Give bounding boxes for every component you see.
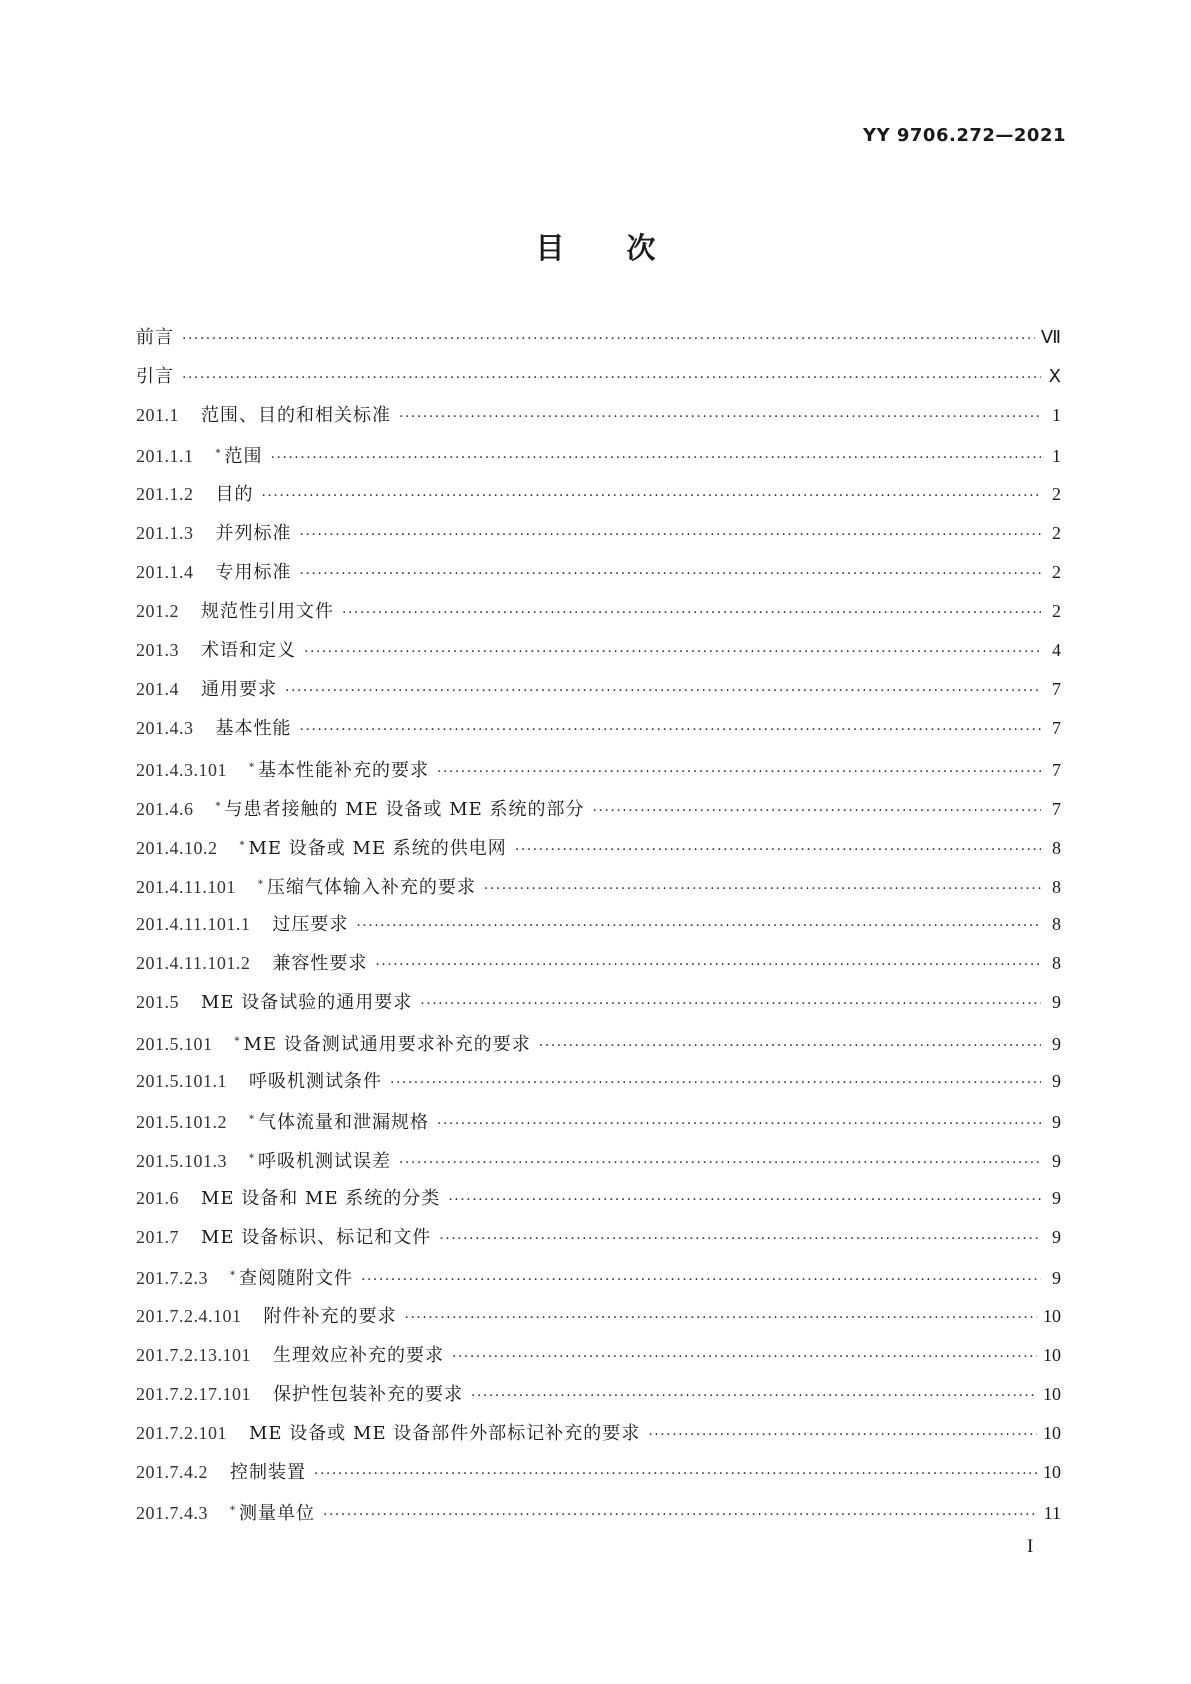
dot-leader [323, 1504, 1038, 1526]
dot-leader [356, 915, 1041, 937]
toc-entry-page: 8 [1052, 876, 1061, 897]
toc-entry-title-text: 查阅随附文件 [239, 1268, 353, 1290]
toc-entry-title [216, 796, 585, 821]
toc-entry-title-text: 过压要求 [272, 914, 349, 936]
toc-entry[interactable] [136, 1265, 1061, 1304]
toc-entry[interactable] [136, 1305, 1061, 1344]
toc-entry[interactable] [136, 522, 1061, 561]
toc-entry-title-text: 生理效应补充的要求 [273, 1344, 444, 1366]
dot-leader [399, 406, 1041, 428]
dot-leader [539, 1035, 1041, 1057]
toc-entry-title-text: 专用标准 [215, 561, 292, 583]
toc-entry-title [272, 914, 348, 936]
toc-entry-title [230, 1500, 315, 1525]
dot-leader [484, 878, 1041, 900]
toc-entry-title [216, 523, 292, 545]
toc-entry-number: 201.7.2.17.101 [136, 1383, 251, 1404]
toc-entry-number: 201.4.3.101 [136, 759, 227, 780]
toc-entry-number: 201.7 [136, 1227, 179, 1248]
toc-entry-page: 2 [1052, 522, 1061, 543]
toc-entry-title-text: 通用要求 [201, 679, 277, 701]
toc-entry-page: 2 [1052, 561, 1061, 582]
toc-entry-page: 7 [1052, 798, 1061, 819]
toc-entry-number: 201.6 [136, 1188, 179, 1209]
toc-entry-title-text: 控制装置 [230, 1462, 306, 1484]
asterisk-mark: * [230, 1270, 236, 1282]
toc-entry-page: 9 [1052, 992, 1061, 1013]
toc-entry-number: 201.1.1 [136, 446, 194, 467]
toc-entry-page: 9 [1052, 1070, 1061, 1091]
dot-leader [262, 485, 1042, 507]
toc-entry-number: 201.5.101 [136, 1033, 213, 1054]
asterisk-mark: * [239, 839, 246, 851]
dot-leader [515, 839, 1041, 861]
toc-entry-number: 201.5.101.1 [136, 1070, 227, 1091]
toc-entry-title-text: 压缩气体输入补充的要求 [266, 876, 476, 898]
toc-entry-number: 201.4.11.101 [136, 876, 236, 897]
toc-entry-title [136, 366, 174, 388]
toc-entry-title [249, 1423, 640, 1445]
toc-entry-number: 201.7.2.3 [136, 1268, 208, 1289]
toc-entry-number: 201.4.10.2 [136, 837, 218, 858]
toc-entry-title-text: ME 设备测试通用要求补充的要求 [243, 1033, 531, 1055]
toc-entry-title-text: ME 设备或 ME 系统的供电网 [248, 837, 507, 859]
toc-entry-number: 201.7.2.101 [136, 1422, 227, 1443]
dot-leader [448, 1189, 1041, 1211]
toc-entry-title [201, 992, 412, 1014]
toc-entry-page: 9 [1052, 1227, 1061, 1248]
toc-entry-title [216, 718, 292, 740]
standard-number: YY 9706.272—2021 [863, 125, 1066, 146]
toc-entry-title [249, 1109, 429, 1134]
toc-entry-title [201, 1227, 431, 1249]
toc-entry-number: 201.2 [136, 600, 179, 621]
dot-leader [300, 719, 1042, 741]
toc-entry-number: 201.1 [136, 405, 179, 426]
toc-entry-title [201, 405, 391, 427]
toc-entry[interactable] [136, 1187, 1061, 1226]
toc-entry-title [216, 443, 263, 468]
toc-entry[interactable] [136, 1461, 1061, 1500]
toc-entry-page: 7 [1052, 718, 1061, 739]
dot-leader [593, 800, 1041, 822]
toc-entry-title-text: 测量单位 [239, 1503, 315, 1525]
toc-entry-page: 2 [1052, 483, 1061, 504]
toc-entry-title-text: 范围、目的和相关标准 [201, 405, 391, 427]
toc-entry[interactable] [136, 1070, 1061, 1109]
toc-entry-title-text: 基本性能 [215, 718, 292, 740]
toc-entry-title [216, 484, 254, 506]
toc-entry[interactable] [136, 1226, 1061, 1265]
toc-entry-page: 10 [1043, 1383, 1061, 1404]
toc-entry-page: 10 [1043, 1462, 1061, 1483]
toc-entry[interactable] [136, 1031, 1061, 1070]
toc-entry-title [258, 874, 476, 899]
toc-entry-title [240, 835, 507, 860]
toc-entry-number: 201.5.101.3 [136, 1150, 227, 1171]
toc-entry-title-text: ME 设备试验的通用要求 [201, 992, 413, 1014]
toc-entry-title-text: 引言 [136, 366, 174, 388]
toc-entry-title [201, 679, 277, 701]
toc-entry[interactable] [136, 1422, 1061, 1461]
toc-entry[interactable] [136, 678, 1061, 717]
toc-entry[interactable] [136, 483, 1061, 522]
toc-entry-page: 7 [1052, 679, 1061, 700]
toc-entry-number: 201.1.4 [136, 561, 194, 582]
toc-entry-page: 10 [1043, 1305, 1061, 1326]
toc-entry-page: 8 [1052, 837, 1061, 858]
dot-leader [375, 954, 1041, 976]
toc-entry-page: 9 [1052, 1150, 1061, 1171]
toc-entry-title [201, 640, 296, 662]
toc-entry-number: 201.7.2.13.101 [136, 1344, 251, 1365]
toc-entry-title-text: 气体流量和泄漏规格 [258, 1111, 429, 1133]
toc-entry-page: 8 [1052, 953, 1061, 974]
toc-entry[interactable] [136, 600, 1061, 639]
toc-entry-title-text: 范围 [224, 446, 263, 468]
asterisk-mark: * [249, 761, 255, 773]
toc-entry-page: 10 [1043, 1422, 1061, 1443]
toc-entry[interactable] [136, 404, 1061, 443]
dot-leader [361, 1269, 1041, 1291]
toc-entry[interactable] [136, 874, 1061, 913]
toc-entry-page: 10 [1043, 1344, 1061, 1365]
toc-entry-page: 1 [1052, 405, 1061, 426]
toc-entry-page: 8 [1052, 914, 1061, 935]
toc-entry-number: 201.7.2.4.101 [136, 1305, 242, 1326]
toc-entry[interactable] [136, 796, 1061, 835]
table-of-contents [136, 326, 1061, 1539]
toc-entry-page: 11 [1043, 1503, 1061, 1524]
toc-entry-page: 9 [1052, 1188, 1061, 1209]
toc-entry-title-text: 呼吸机测试误差 [258, 1150, 391, 1172]
toc-entry[interactable] [136, 717, 1061, 756]
toc-entry-number: 201.1.2 [136, 483, 194, 504]
toc-entry[interactable] [136, 757, 1061, 796]
toc-entry[interactable] [136, 561, 1061, 600]
toc-entry-number: 201.4.3 [136, 718, 194, 739]
asterisk-mark: * [215, 448, 222, 460]
toc-entry-page: 9 [1052, 1268, 1061, 1289]
toc-entry-page: 9 [1052, 1033, 1061, 1054]
toc-entry-title-text: 前言 [136, 327, 174, 348]
toc-entry-number: 201.5.101.2 [136, 1111, 227, 1132]
toc-entry[interactable] [136, 835, 1061, 874]
toc-entry[interactable] [136, 991, 1061, 1030]
toc-entry[interactable] [136, 639, 1061, 678]
toc-entry-page: Ⅶ [1040, 327, 1061, 347]
toc-entry[interactable] [136, 913, 1061, 952]
toc-entry-title-text: 呼吸机测试条件 [249, 1070, 382, 1092]
asterisk-mark: * [215, 800, 222, 812]
toc-entry[interactable] [136, 952, 1061, 991]
dot-leader [452, 1346, 1037, 1368]
toc-entry-title [249, 1148, 391, 1173]
dot-leader [648, 1424, 1037, 1446]
toc-entry-title-text: ME 设备标识、标记和文件 [201, 1227, 432, 1249]
dot-leader [304, 641, 1041, 663]
toc-entry-title-text: 术语和定义 [201, 640, 296, 662]
toc-entry-title-text: 并列标准 [215, 522, 292, 544]
toc-entry-title [235, 1031, 531, 1056]
dot-leader [390, 1072, 1041, 1094]
toc-entry-title [136, 327, 174, 349]
toc-entry-page: 1 [1052, 446, 1061, 467]
toc-entry-number: 201.4.6 [136, 798, 194, 819]
toc-entry-title [201, 601, 334, 623]
toc-entry[interactable] [136, 1383, 1061, 1422]
toc-entry-title-text: 附件补充的要求 [263, 1305, 397, 1327]
toc-entry[interactable] [136, 1500, 1061, 1539]
dot-leader [437, 761, 1041, 783]
dot-leader [300, 524, 1042, 546]
page-title [0, 226, 1191, 267]
toc-entry-title [264, 1306, 397, 1328]
toc-entry-title [230, 1462, 306, 1484]
toc-entry-title [201, 1188, 440, 1210]
toc-entry-page: 4 [1052, 640, 1061, 661]
asterisk-mark: * [230, 1505, 236, 1517]
toc-entry[interactable] [136, 443, 1061, 482]
toc-entry-title [272, 953, 367, 975]
asterisk-mark: * [249, 1152, 255, 1164]
toc-entry[interactable] [136, 365, 1061, 404]
title-char-1: 目 [535, 231, 565, 265]
toc-entry[interactable] [136, 1344, 1061, 1383]
toc-entry-title [230, 1265, 353, 1290]
dot-leader [420, 993, 1041, 1015]
toc-entry-title-text: 规范性引用文件 [201, 600, 334, 622]
toc-entry-title-text: ME 设备或 ME 设备部件外部标记补充的要求 [249, 1422, 641, 1444]
dot-leader [182, 367, 1041, 389]
toc-entry-title-text: ME 设备和 ME 系统的分类 [201, 1188, 441, 1210]
dot-leader [439, 1228, 1041, 1250]
toc-entry-title [249, 757, 429, 782]
page-number: I [1027, 1536, 1034, 1557]
toc-entry-number: 201.5 [136, 992, 179, 1013]
asterisk-mark: * [249, 1113, 255, 1125]
toc-entry-number: 201.7.4.2 [136, 1462, 208, 1483]
toc-entry-title [249, 1071, 382, 1093]
toc-entry-title-text: 与患者接触的 ME 设备或 ME 系统的部分 [224, 798, 585, 820]
dot-leader [271, 447, 1042, 469]
toc-entry-page: 7 [1052, 759, 1061, 780]
toc-entry-number: 201.1.3 [136, 522, 194, 543]
toc-entry-page: Ⅹ [1048, 366, 1061, 387]
toc-entry-title [273, 1384, 463, 1406]
toc-entry-number: 201.7.4.3 [136, 1503, 208, 1524]
toc-entry-title-text: 目的 [215, 483, 254, 505]
toc-entry-number: 201.4.11.101.2 [136, 953, 251, 974]
toc-entry-title [216, 562, 292, 584]
dot-leader [314, 1463, 1037, 1485]
toc-entry-number: 201.4.11.101.1 [136, 914, 251, 935]
dot-leader [285, 680, 1041, 702]
dot-leader [399, 1152, 1041, 1174]
title-char-2: 次 [626, 231, 656, 265]
dot-leader [405, 1307, 1038, 1329]
asterisk-mark: * [257, 878, 264, 890]
dot-leader [182, 328, 1035, 350]
dot-leader [471, 1385, 1037, 1407]
toc-entry-page: 2 [1052, 600, 1061, 621]
dot-leader [342, 602, 1041, 624]
toc-entry-title [273, 1345, 444, 1367]
toc-entry-page: 9 [1052, 1111, 1061, 1132]
toc-entry-title-text: 保护性包装补充的要求 [273, 1383, 463, 1405]
dot-leader [300, 563, 1042, 585]
toc-entry-title-text: 基本性能补充的要求 [258, 759, 429, 781]
toc-entry[interactable] [136, 326, 1061, 365]
asterisk-mark: * [234, 1035, 241, 1047]
toc-entry[interactable] [136, 1109, 1061, 1148]
toc-entry[interactable] [136, 1148, 1061, 1187]
toc-entry-number: 201.3 [136, 640, 179, 661]
toc-entry-number: 201.4 [136, 679, 179, 700]
toc-entry-title-text: 兼容性要求 [272, 953, 368, 975]
dot-leader [437, 1113, 1041, 1135]
